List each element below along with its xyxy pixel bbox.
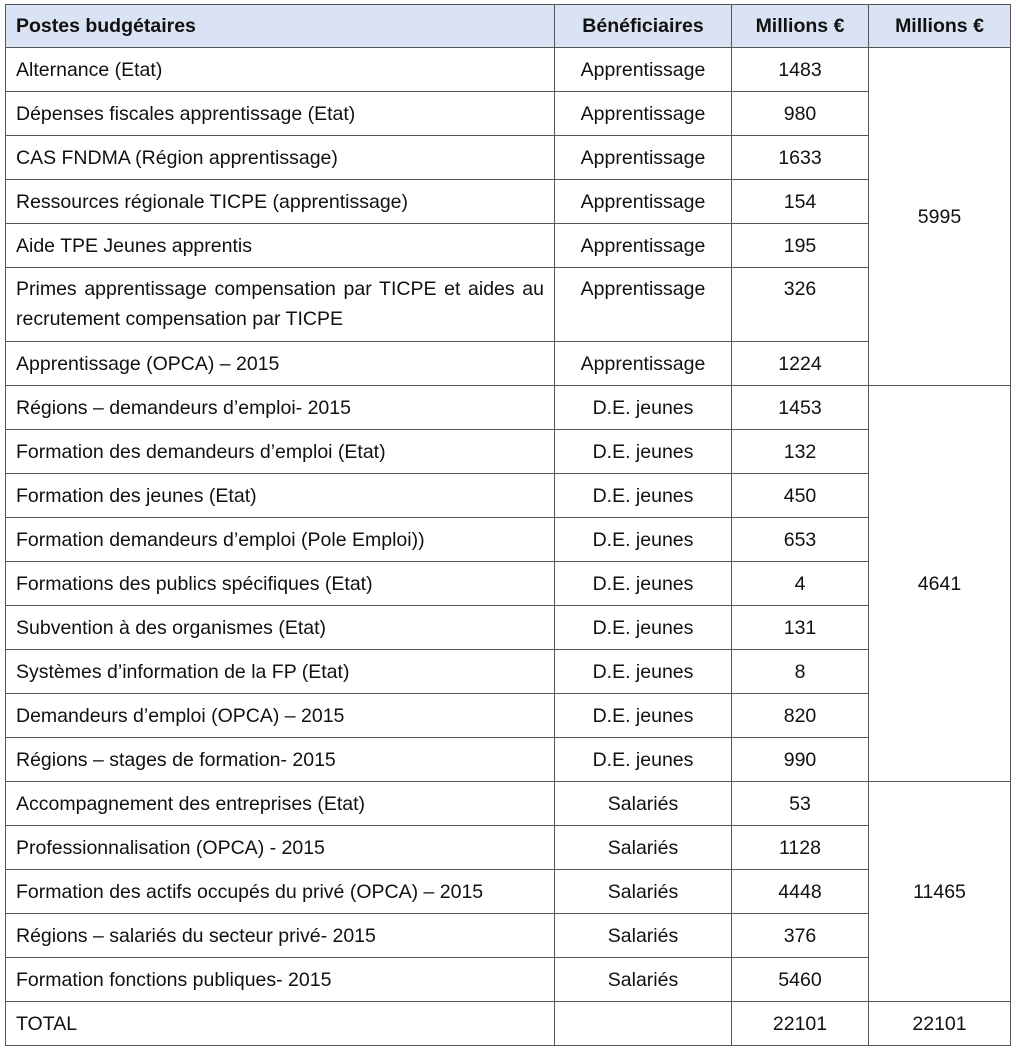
poste-cell: Dépenses fiscales apprentissage (Etat) — [6, 92, 555, 136]
table-row — [6, 386, 1011, 430]
poste-cell: Formation fonctions publiques- 2015 — [6, 958, 555, 1002]
montant-cell: 820 — [732, 694, 869, 738]
poste-cell: Demandeurs d’emploi (OPCA) – 2015 — [6, 694, 555, 738]
poste-cell: Formation des actifs occupés du privé (OPCA) – 2015 — [6, 870, 555, 914]
beneficiaire-cell: Salariés — [555, 958, 732, 1002]
table-row — [6, 268, 1011, 342]
montant-cell: 326 — [732, 268, 869, 342]
poste-cell: Accompagnement des entreprises (Etat) — [6, 782, 555, 826]
poste-cell: Apprentissage (OPCA) – 2015 — [6, 342, 555, 386]
table-row — [6, 224, 1011, 268]
beneficiaire-cell: Salariés — [555, 870, 732, 914]
group-total-salaries: 11465 — [869, 782, 1011, 1002]
beneficiaire-cell: D.E. jeunes — [555, 562, 732, 606]
montant-cell: 8 — [732, 650, 869, 694]
montant-cell: 1128 — [732, 826, 869, 870]
table-row — [6, 180, 1011, 224]
total-montant-groupes: 22101 — [869, 1002, 1011, 1046]
beneficiaire-cell: Salariés — [555, 826, 732, 870]
beneficiaire-cell: D.E. jeunes — [555, 650, 732, 694]
table-row — [6, 342, 1011, 386]
beneficiaire-cell: Apprentissage — [555, 342, 732, 386]
poste-cell: Formation des jeunes (Etat) — [6, 474, 555, 518]
poste-cell: Alternance (Etat) — [6, 48, 555, 92]
montant-cell: 1633 — [732, 136, 869, 180]
beneficiaire-cell: D.E. jeunes — [555, 430, 732, 474]
montant-cell: 4 — [732, 562, 869, 606]
header-row — [6, 5, 1011, 48]
table-row — [6, 782, 1011, 826]
montant-cell: 1453 — [732, 386, 869, 430]
header-millions-groupes: Millions € — [869, 5, 1011, 48]
table-row — [6, 430, 1011, 474]
header-postes: Postes budgétaires — [6, 5, 555, 48]
poste-cell: CAS FNDMA (Région apprentissage) — [6, 136, 555, 180]
poste-cell: Régions – salariés du secteur privé- 2015 — [6, 914, 555, 958]
poste-cell: Formation des demandeurs d’emploi (Etat) — [6, 430, 555, 474]
group-total-apprentissage: 5995 — [869, 48, 1011, 386]
poste-cell: Primes apprentissage compensation par TICPE et aides au recrutement compensation par TICPE — [6, 268, 555, 342]
montant-cell: 980 — [732, 92, 869, 136]
poste-cell: Régions – stages de formation- 2015 — [6, 738, 555, 782]
montant-cell: 154 — [732, 180, 869, 224]
poste-cell: Systèmes d’information de la FP (Etat) — [6, 650, 555, 694]
table-row — [6, 958, 1011, 1002]
table-row — [6, 914, 1011, 958]
poste-cell: Ressources régionale TICPE (apprentissage) — [6, 180, 555, 224]
beneficiaire-cell: D.E. jeunes — [555, 386, 732, 430]
poste-cell: Subvention à des organismes (Etat) — [6, 606, 555, 650]
table-row — [6, 92, 1011, 136]
beneficiaire-cell: Apprentissage — [555, 180, 732, 224]
beneficiaire-cell: Apprentissage — [555, 48, 732, 92]
table-row — [6, 738, 1011, 782]
table-row — [6, 518, 1011, 562]
montant-cell: 376 — [732, 914, 869, 958]
total-beneficiaire — [555, 1002, 732, 1046]
montant-cell: 5460 — [732, 958, 869, 1002]
total-row — [6, 1002, 1011, 1046]
montant-cell: 990 — [732, 738, 869, 782]
total-montant: 22101 — [732, 1002, 869, 1046]
montant-cell: 653 — [732, 518, 869, 562]
table-row — [6, 562, 1011, 606]
table-row — [6, 48, 1011, 92]
group-total-de-jeunes: 4641 — [869, 386, 1011, 782]
beneficiaire-cell: Apprentissage — [555, 268, 732, 342]
montant-cell: 131 — [732, 606, 869, 650]
beneficiaire-cell: Salariés — [555, 914, 732, 958]
montant-cell: 1483 — [732, 48, 869, 92]
table-row — [6, 650, 1011, 694]
table-row — [6, 606, 1011, 650]
montant-cell: 450 — [732, 474, 869, 518]
beneficiaire-cell: Apprentissage — [555, 136, 732, 180]
table-row — [6, 136, 1011, 180]
montant-cell: 132 — [732, 430, 869, 474]
header-millions: Millions € — [732, 5, 869, 48]
montant-cell: 195 — [732, 224, 869, 268]
poste-cell: Formations des publics spécifiques (Etat) — [6, 562, 555, 606]
beneficiaire-cell: Salariés — [555, 782, 732, 826]
montant-cell: 53 — [732, 782, 869, 826]
poste-cell: Régions – demandeurs d’emploi- 2015 — [6, 386, 555, 430]
beneficiaire-cell: D.E. jeunes — [555, 738, 732, 782]
table-row — [6, 826, 1011, 870]
beneficiaire-cell: D.E. jeunes — [555, 474, 732, 518]
budget-table — [5, 4, 1011, 1046]
beneficiaire-cell: Apprentissage — [555, 92, 732, 136]
beneficiaire-cell: D.E. jeunes — [555, 606, 732, 650]
table-row — [6, 694, 1011, 738]
header-beneficiaires: Bénéficiaires — [555, 5, 732, 48]
poste-cell: Formation demandeurs d’emploi (Pole Emploi)) — [6, 518, 555, 562]
beneficiaire-cell: D.E. jeunes — [555, 518, 732, 562]
table-row — [6, 474, 1011, 518]
table-row — [6, 870, 1011, 914]
beneficiaire-cell: D.E. jeunes — [555, 694, 732, 738]
montant-cell: 4448 — [732, 870, 869, 914]
poste-cell: Aide TPE Jeunes apprentis — [6, 224, 555, 268]
montant-cell: 1224 — [732, 342, 869, 386]
beneficiaire-cell: Apprentissage — [555, 224, 732, 268]
poste-cell: Professionnalisation (OPCA) - 2015 — [6, 826, 555, 870]
total-label: TOTAL — [6, 1002, 555, 1046]
